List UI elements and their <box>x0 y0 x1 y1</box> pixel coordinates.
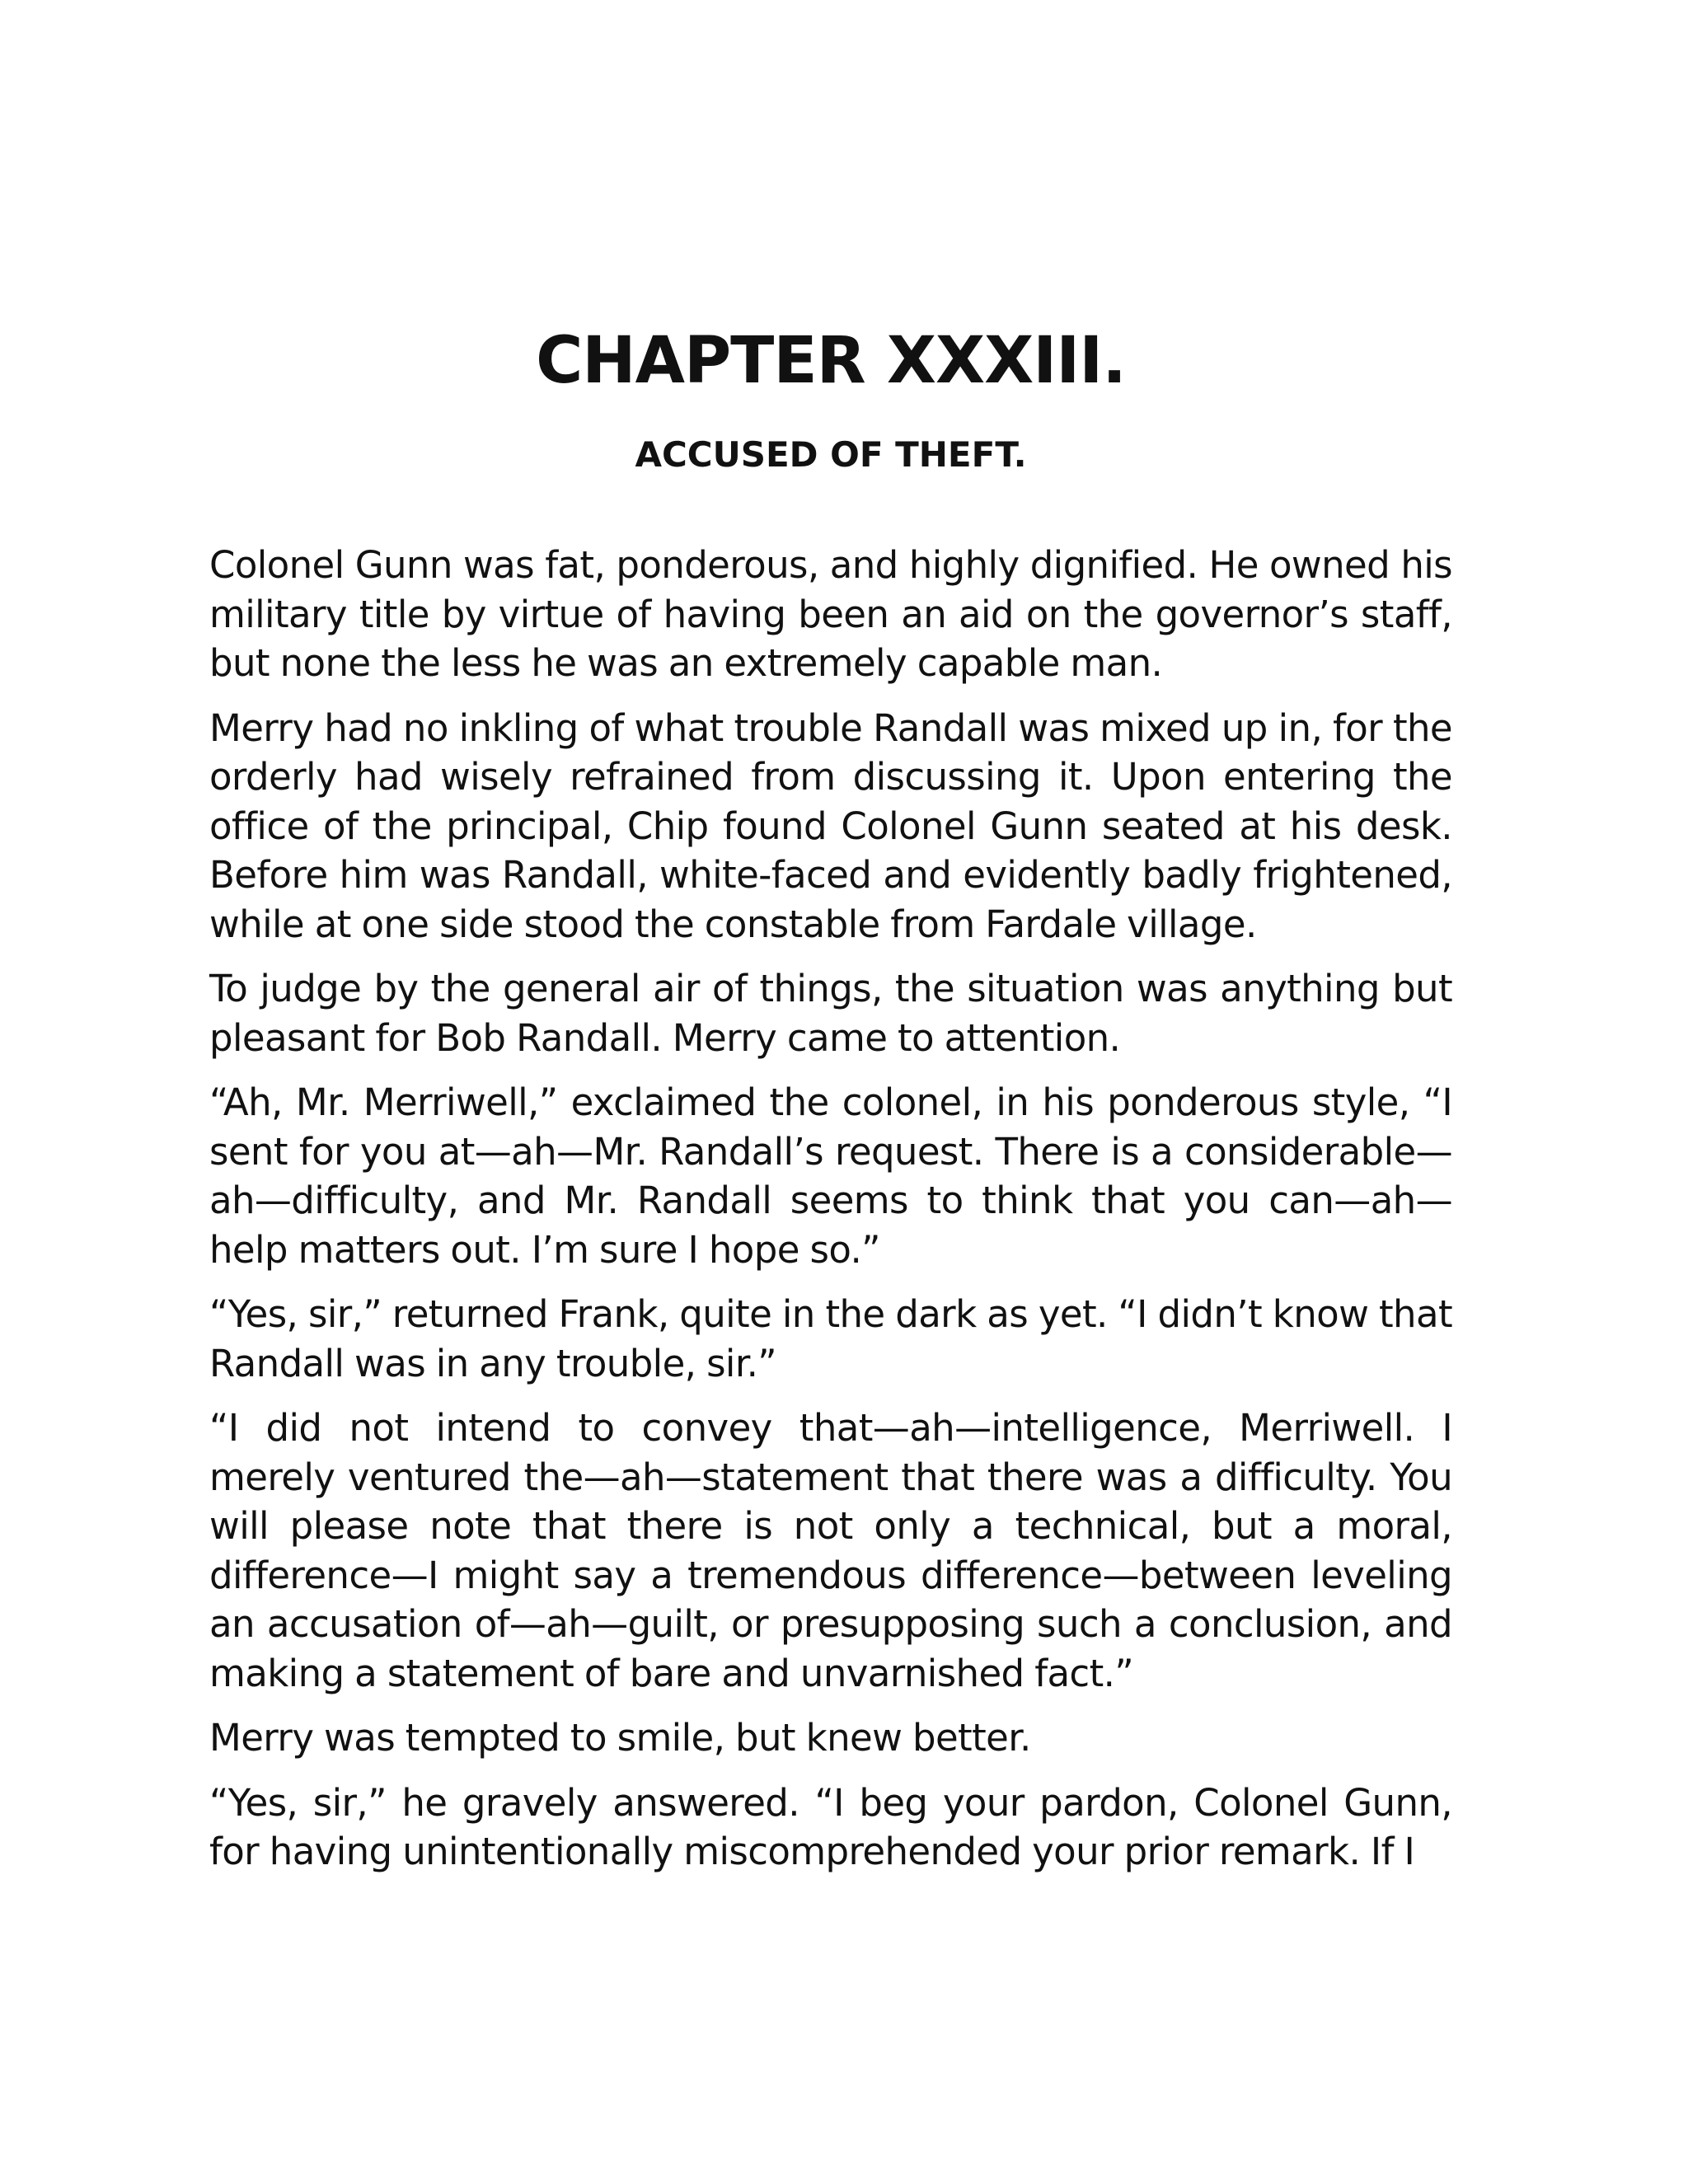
paragraph: Colonel Gunn was fat, ponderous, and highly dignified. He owned his military title by virtue of having been an aid on the governor’s staff, but none the less he was an extremely capable man. <box>209 543 1452 685</box>
chapter-title: CHAPTER XXXIII. <box>536 324 1126 398</box>
paragraph: Merry was tempted to smile, but knew better. <box>209 1716 1031 1760</box>
paragraph: “Yes, sir,” returned Frank, quite in the dark as yet. “I didn’t know that Randall was in any trouble, sir.” <box>209 1292 1452 1385</box>
paragraph: “Ah, Mr. Merriwell,” exclaimed the colonel, in his ponderous style, “I sent for you at—ah—Mr. Randall’s request. There is a considerable—ah—difficulty, and Mr. Randall seems to think that you can—ah—help matters out. I’m sure I hope so.” <box>209 1080 1452 1272</box>
paragraph: “Yes, sir,” he gravely answered. “I beg your pardon, Colonel Gunn, for having unintentionally miscomprehended your prior remark. If I <box>209 1780 1452 1873</box>
book-page <box>209 0 1452 2184</box>
paragraph: To judge by the general air of things, the situation was anything but pleasant for Bob Randall. Merry came to attention. <box>209 967 1452 1060</box>
paragraph: Merry had no inkling of what trouble Randall was mixed up in, for the orderly had wisely refrained from discussing it. Upon entering the office of the principal, Chip found Colonel Gunn seated at his desk. Before him was Randall, white-faced and evidently badly frightened, while at one side stood the constable from Fardale village. <box>209 705 1452 946</box>
paragraph: “I did not intend to convey that—ah—intelligence, Merriwell. I merely ventured the—ah—statement that there was a difficulty. You will please note that there is not only a technical, but a moral, difference—I might say a tremendous difference—between leveling an accusation of—ah—guilt, or presupposing such a conclusion, and making a statement of bare and unvarnished fact.” <box>209 1406 1452 1695</box>
chapter-subtitle: ACCUSED OF THEFT. <box>635 434 1027 475</box>
chapter-body <box>209 541 1452 1892</box>
